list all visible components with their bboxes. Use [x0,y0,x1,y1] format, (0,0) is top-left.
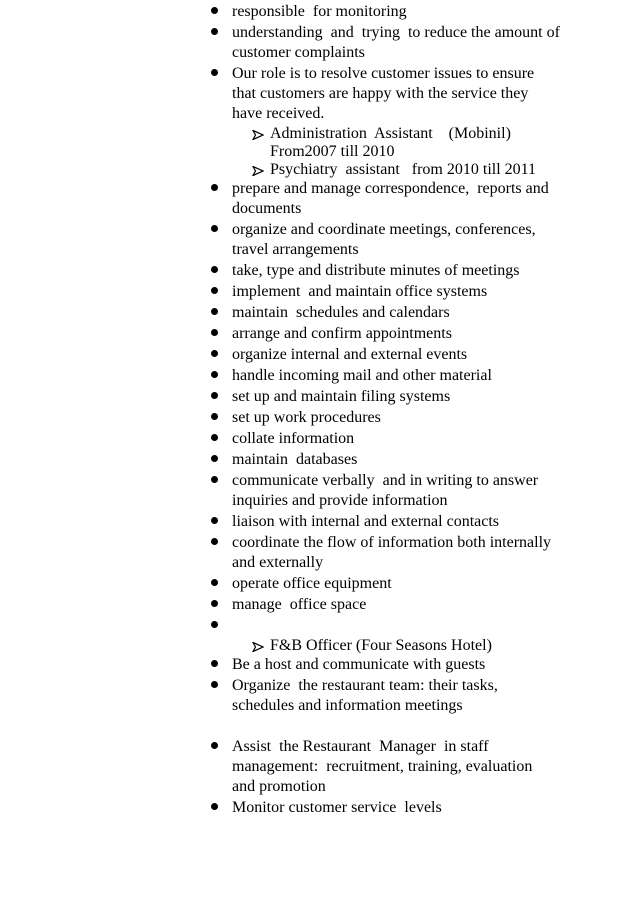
bullet-list-item [210,303,590,323]
list-item-line: management: recruitment, training, evaluation [232,758,533,775]
list-item-line: understanding and trying to reduce the amount of [232,24,560,41]
bullet-list-item [210,282,590,302]
list-item-line: schedules and information meetings [232,697,463,714]
bullet-dot-icon [211,308,218,315]
list-item-text [232,533,590,573]
list-item-line: documents [232,200,302,217]
bullet-dot-icon [211,413,218,420]
list-item-line: prepare and manage correspondence, reports and [232,180,549,197]
bullet-list-item [210,387,590,407]
bullet-list-item [210,512,590,532]
bullet-dot-icon [211,329,218,336]
bullet-list-item [210,220,590,260]
list-item-line: and externally [232,554,324,571]
list-item-line: implement and maintain office systems [232,283,488,300]
arrow-list-item [210,125,590,161]
list-item-line: Our role is to resolve customer issues to ensure [232,65,535,82]
bullet-dot-icon [211,803,218,810]
list-item-text [232,2,590,22]
list-item-line: From2007 till 2010 [270,143,395,160]
bullet-list-item [210,324,590,344]
bullet-list-item [210,366,590,386]
arrow-list-item [210,161,590,179]
list-item-text [232,574,590,594]
list-item-line: Psychiatry assistant from 2010 till 2011 [270,161,537,178]
bullet-list-item [210,655,590,675]
list-item-text [232,179,590,219]
list-item-line: handle incoming mail and other material [232,367,492,384]
list-item-text [232,737,590,797]
bullet-list-item [210,798,590,818]
list-item-line: Monitor customer service levels [232,799,442,816]
bullet-dot-icon [211,538,218,545]
bullet-list-item [210,616,590,636]
arrowhead-bullet-icon [252,166,264,176]
bullet-dot-icon [211,371,218,378]
list-item-text [270,161,590,179]
list-item-line: F&B Officer (Four Seasons Hotel) [270,637,492,654]
bullet-dot-icon [211,681,218,688]
bullet-dot-icon [211,184,218,191]
arrow-list-item [210,637,590,655]
bullet-dot-icon [211,287,218,294]
list-item-line: travel arrangements [232,241,359,258]
bullet-list-item [210,2,590,22]
list-item-line: liaison with internal and external contacts [232,513,500,530]
bullet-list-item [210,429,590,449]
list-item-text [232,324,590,344]
list-item-line: maintain databases [232,451,358,468]
list-item-text [232,261,590,281]
bullet-dot-icon [211,392,218,399]
list-item-line: take, type and distribute minutes of meetings [232,262,520,279]
bullet-list-item [210,471,590,511]
bullet-dot-icon [211,455,218,462]
list-item-text [232,616,590,636]
arrowhead-bullet-icon [252,642,264,652]
paragraph-spacer [210,717,590,737]
bullet-list-item [210,574,590,594]
bullet-dot-icon [211,476,218,483]
list-item-line: maintain schedules and calendars [232,304,450,321]
list-item-line: set up work procedures [232,409,381,426]
list-item-line: customer complaints [232,44,365,61]
list-item-text [232,676,590,716]
list-item-line: responsible for monitoring [232,3,407,20]
bullet-list-item [210,533,590,573]
list-item-text [232,408,590,428]
list-item-line: operate office equipment [232,575,392,592]
list-item-text [232,345,590,365]
list-item-line: collate information [232,430,355,447]
list-item-line: set up and maintain filing systems [232,388,451,405]
bullet-dot-icon [211,266,218,273]
list-item-line: Be a host and communicate with guests [232,656,486,673]
bullet-list-item [210,64,590,124]
list-item-line: Organize the restaurant team: their tasks, [232,677,498,694]
list-item-line: that customers are happy with the service they [232,85,529,102]
bullet-dot-icon [211,225,218,232]
bullet-list-item [210,345,590,365]
list-item-text [232,303,590,323]
list-item-text [232,512,590,532]
list-item-line: communicate verbally and in writing to answer [232,472,539,489]
bullet-dot-icon [211,517,218,524]
list-item-line: arrange and confirm appointments [232,325,452,342]
bullet-dot-icon [211,7,218,14]
list-item-line: and promotion [232,778,326,795]
bullet-dot-icon [211,69,218,76]
list-item-text [232,471,590,511]
bullet-dot-icon [211,579,218,586]
list-item-line [232,616,590,636]
list-item-line: have received. [232,105,325,122]
list-item-text [270,125,590,161]
bullet-dot-icon [211,350,218,357]
bullet-list-item [210,179,590,219]
bullet-list-item [210,737,590,797]
list-item-text [232,220,590,260]
list-item-text [232,366,590,386]
list-item-text [232,387,590,407]
list-item-text [270,637,590,655]
list-item-text [232,595,590,615]
list-item-text [232,23,590,63]
bullet-dot-icon [211,434,218,441]
bullet-dot-icon [211,600,218,607]
list-item-text [232,282,590,302]
list-item-text [232,655,590,675]
bullet-list-item [210,261,590,281]
list-item-line: organize and coordinate meetings, conferences, [232,221,536,238]
bullet-list-item [210,595,590,615]
list-item-text [232,798,590,818]
list-item-line: Assist the Restaurant Manager in staff [232,738,489,755]
bullet-dot-icon [211,660,218,667]
bullet-list-item [210,408,590,428]
list-item-line: inquiries and provide information [232,492,448,509]
list-item-line: Administration Assistant (Mobinil) [270,125,511,142]
list-item-text [232,450,590,470]
bullet-dot-icon [211,621,218,628]
bullet-dot-icon [211,28,218,35]
list-item-line: organize internal and external events [232,346,468,363]
list-item-line: manage office space [232,596,367,613]
bullet-list-item [210,23,590,63]
bullet-list-item [210,450,590,470]
list-item-line: coordinate the flow of information both internally [232,534,552,551]
bullet-list-item [210,676,590,716]
list-item-text [232,429,590,449]
arrowhead-bullet-icon [252,130,264,140]
bullet-dot-icon [211,742,218,749]
bullet-list [210,2,590,819]
list-item-text [232,64,590,124]
